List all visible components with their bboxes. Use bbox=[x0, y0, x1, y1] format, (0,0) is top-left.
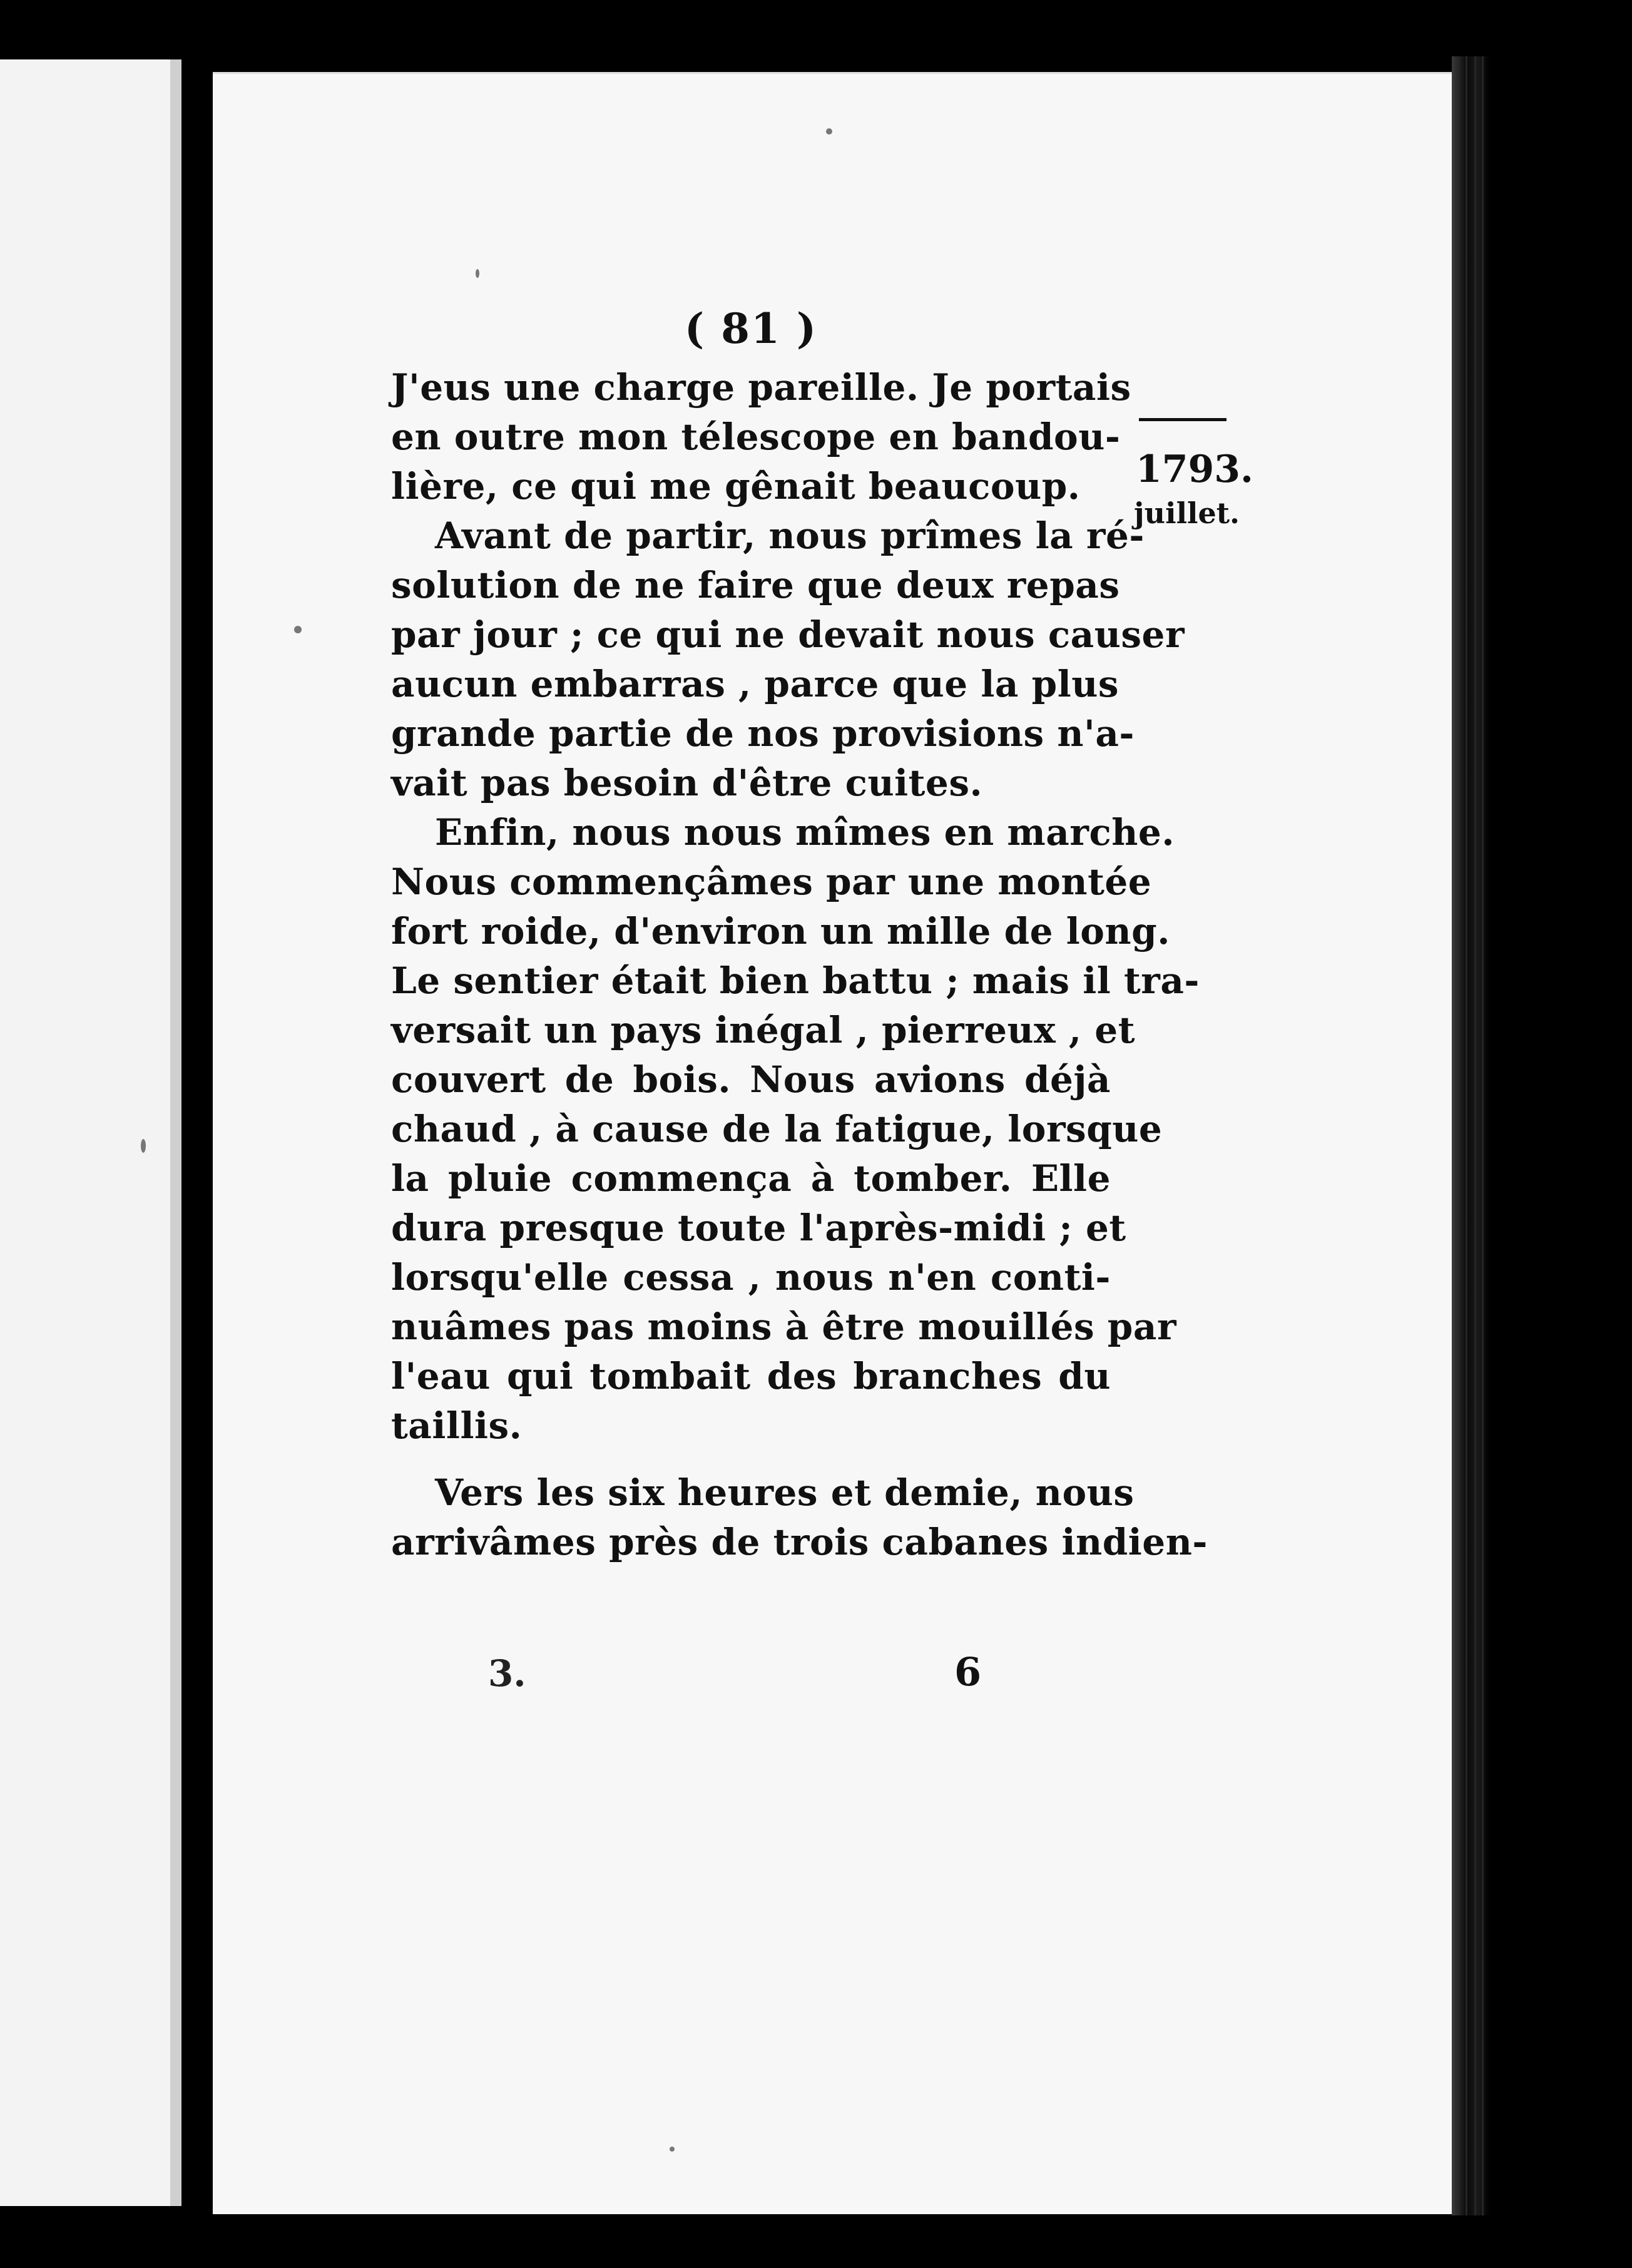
catchword-folio: 6 bbox=[954, 1649, 982, 1695]
adjacent-page bbox=[0, 59, 181, 2206]
margin-year: 1793. bbox=[1136, 447, 1253, 491]
text-line: nuâmes pas moins à être mouillés par bbox=[391, 1305, 1177, 1348]
page-speck bbox=[294, 626, 302, 633]
page-stack-edge bbox=[1452, 56, 1489, 2215]
text-line: grande partie de nos provisions n'a- bbox=[391, 712, 1135, 755]
text-line: Avant de partir, nous prîmes la ré- bbox=[435, 514, 1145, 557]
page-speck bbox=[826, 128, 832, 135]
margin-month: juillet. bbox=[1134, 496, 1240, 530]
page-stack-line bbox=[1458, 56, 1460, 2215]
text-line: Nous commençâmes par une montée bbox=[391, 861, 1152, 903]
text-line: lorsqu'elle cessa , nous n'en conti- bbox=[391, 1256, 1111, 1299]
text-line: l'eau qui tombait des branches du bbox=[391, 1355, 1111, 1397]
text-line: couvert de bois. Nous avions déjà bbox=[391, 1058, 1111, 1101]
text-line: vait pas besoin d'être cuites. bbox=[391, 762, 983, 804]
text-line: lière, ce qui me gênait beaucoup. bbox=[391, 465, 1081, 508]
text-line: Vers les six heures et demie, nous bbox=[435, 1471, 1135, 1514]
page-stack-line bbox=[1466, 56, 1467, 2215]
text-line: dura presque toute l'après-midi ; et bbox=[391, 1207, 1126, 1249]
text-line: Le sentier était bien battu ; mais il tra- bbox=[391, 959, 1200, 1002]
page-speck bbox=[670, 2147, 675, 2152]
text-line: arrivâmes près de trois cabanes indien- bbox=[391, 1521, 1208, 1563]
text-line: J'eus une charge pareille. Je portais bbox=[391, 366, 1131, 409]
page-stack-line bbox=[1474, 56, 1476, 2215]
signature-mark: 3. bbox=[488, 1652, 526, 1695]
text-line: la pluie commença à tomber. Elle bbox=[391, 1157, 1111, 1200]
page-number-header: ( 81 ) bbox=[684, 304, 818, 353]
text-line: versait un pays inégal , pierreux , et bbox=[391, 1009, 1135, 1051]
page-speck bbox=[141, 1139, 146, 1153]
text-line: taillis. bbox=[391, 1404, 523, 1447]
text-line: en outre mon télescope en bandou- bbox=[391, 416, 1121, 458]
adjacent-page-edge bbox=[170, 59, 181, 2206]
text-line: aucun embarras , parce que la plus bbox=[391, 663, 1119, 705]
text-line: chaud , à cause de la fatigue, lorsque bbox=[391, 1108, 1163, 1150]
text-line: par jour ; ce qui ne devait nous causer bbox=[391, 613, 1185, 656]
text-line: solution de ne faire que deux repas bbox=[391, 564, 1120, 606]
text-line: fort roide, d'environ un mille de long. bbox=[391, 910, 1170, 953]
margin-rule bbox=[1139, 418, 1227, 421]
page-speck bbox=[476, 269, 479, 278]
gutter bbox=[181, 0, 213, 2268]
page-stack-line bbox=[1482, 56, 1484, 2215]
text-line: Enfin, nous nous mîmes en marche. bbox=[435, 811, 1175, 854]
paragraph-gap bbox=[391, 1451, 1111, 1468]
